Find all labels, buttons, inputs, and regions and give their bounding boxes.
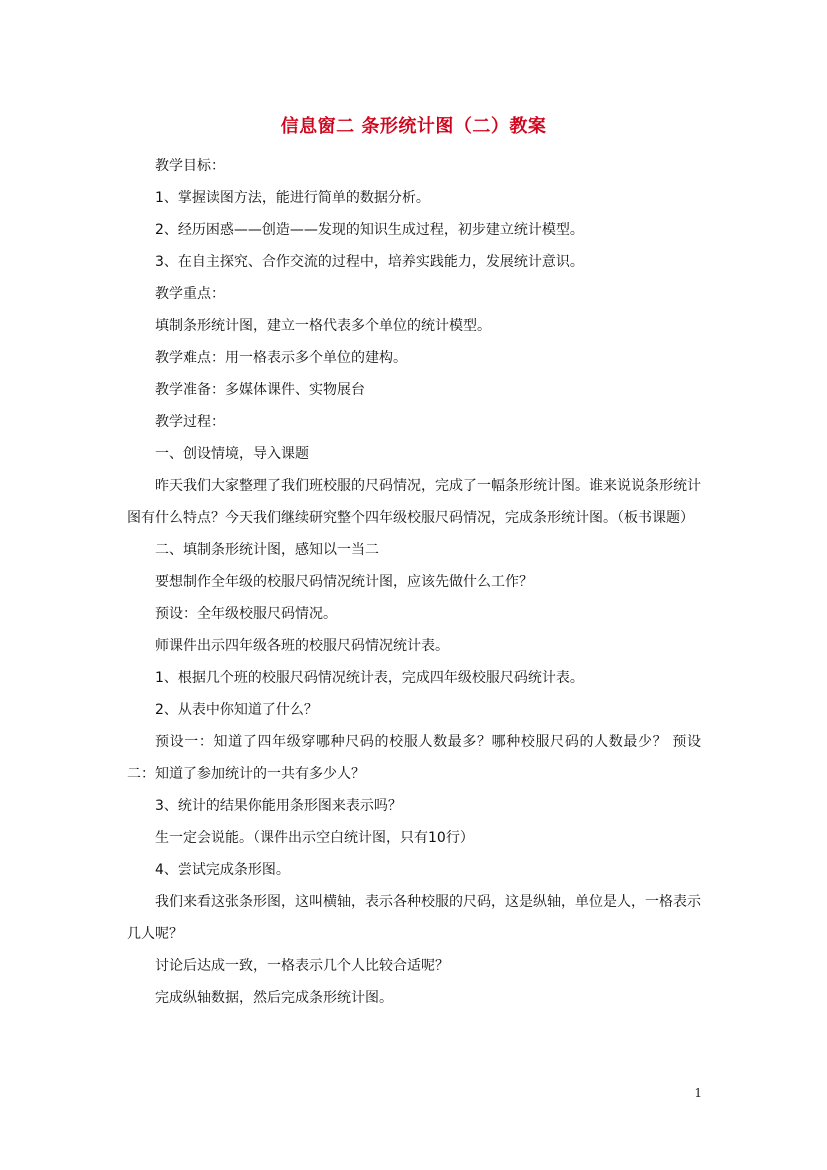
document-title: 信息窗二 条形统计图（二）教案 — [280, 116, 547, 137]
paragraph: 昨天我们大家整理了我们班校服的尺码情况，完成了一幅条形统计图。谁来说说条形统计图有什么特点？今天我们继续研究整个四年级校服尺码情况，完成条形统计图。（板书课题） — [127, 478, 701, 526]
paragraph: 师课件出示四年级各班的校服尺码情况统计表。 — [155, 638, 449, 654]
paragraph: 一、创设情境，导入课题 — [155, 446, 309, 462]
page-number: 1 — [694, 1086, 702, 1100]
paragraph: 完成纵轴数据，然后完成条形统计图。 — [155, 990, 393, 1006]
paragraph: 4、尝试完成条形图。 — [155, 862, 290, 878]
paragraph: 教学目标： — [155, 158, 225, 174]
paragraph: 二、填制条形统计图，感知以一当二 — [155, 542, 379, 558]
paragraph: 要想制作全年级的校服尺码情况统计图，应该先做什么工作？ — [155, 574, 533, 590]
paragraph: 填制条形统计图，建立一格代表多个单位的统计模型。 — [155, 318, 491, 334]
paragraph: 1、掌握读图方法，能进行简单的数据分析。 — [155, 190, 430, 206]
paragraph: 教学难点：用一格表示多个单位的建构。 — [155, 350, 407, 366]
paragraph: 教学重点： — [155, 286, 225, 302]
document-body — [127, 150, 701, 1014]
paragraph: 预设：全年级校服尺码情况。 — [155, 606, 337, 622]
paragraph: 教学准备：多媒体课件、实物展台 — [155, 382, 365, 398]
paragraph: 生一定会说能。（课件出示空白统计图，只有10行） — [155, 830, 474, 846]
paragraph: 讨论后达成一致，一格表示几个人比较合适呢？ — [155, 958, 449, 974]
paragraph: 我们来看这张条形图，这叫横轴，表示各种校服的尺码，这是纵轴，单位是人，一格表示几人呢？ — [127, 894, 701, 942]
paragraph: 2、从表中你知道了什么？ — [155, 702, 318, 718]
paragraph: 3、在自主探究、合作交流的过程中，培养实践能力，发展统计意识。 — [155, 254, 584, 270]
paragraph: 3、统计的结果你能用条形图来表示吗？ — [155, 798, 402, 814]
paragraph: 教学过程： — [155, 414, 225, 430]
paragraph: 1、根据几个班的校服尺码情况统计表，完成四年级校服尺码统计表。 — [155, 670, 584, 686]
paragraph: 2、经历困惑——创造——发现的知识生成过程，初步建立统计模型。 — [155, 222, 584, 238]
paragraph: 预设一：知道了四年级穿哪种尺码的校服人数最多？哪种校服尺码的人数最少？ 预设二：知道了参加统计的一共有多少人？ — [127, 734, 701, 782]
